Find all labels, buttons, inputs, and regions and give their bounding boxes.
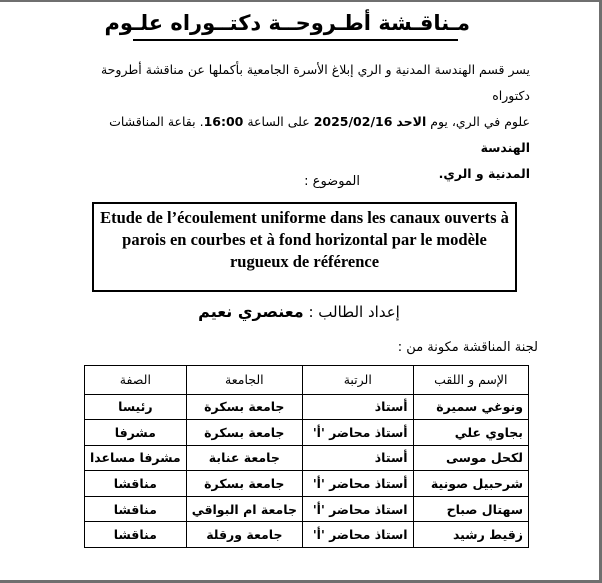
member-name: شرحبيل صونية — [413, 471, 528, 497]
table-row — [85, 394, 529, 420]
table-row — [85, 471, 529, 497]
member-rank: أستاذ محاضر 'أ' — [302, 420, 413, 446]
member-role: مناقشا — [85, 496, 187, 522]
member-role: رئيسا — [85, 394, 187, 420]
member-university: جامعة ورقلة — [186, 522, 302, 548]
announcement-line-2-start: علوم في الري، يوم — [426, 114, 530, 129]
jury-table — [84, 365, 529, 548]
announcement-paragraph — [70, 57, 530, 187]
member-university: جامعة ام البواقي — [186, 496, 302, 522]
member-university: جامعة بسكرة — [186, 394, 302, 420]
header-university: الجامعة — [186, 366, 302, 395]
title-underline — [133, 39, 458, 41]
member-role: مشرفا مساعدا — [85, 445, 187, 471]
thesis-topic-box: Etude de l’écoulement uniforme dans les canaux ouverts à parois en courbes et à fond horizontal par le modèle rugueux de référence — [92, 202, 517, 292]
member-university: جامعة عنابة — [186, 445, 302, 471]
member-name: ونوغي سميرة — [413, 394, 528, 420]
room-text: . بقاعة المناقشات — [109, 114, 204, 129]
member-role: مشرفا — [85, 420, 187, 446]
defense-day: الاحد — [396, 114, 427, 129]
student-line — [188, 300, 410, 326]
member-role: مناقشا — [85, 522, 187, 548]
member-rank: أستاذ — [302, 445, 413, 471]
student-name: معنصري نعيم — [198, 302, 304, 321]
member-rank: استاذ محاضر 'أ' — [302, 496, 413, 522]
member-role: مناقشا — [85, 471, 187, 497]
header-role: الصفة — [85, 366, 187, 395]
page-title: مـناقـشة أطـروحــة دكتــوراه علـوم — [104, 11, 470, 35]
student-label: إعداد الطالب : — [303, 303, 400, 321]
table-row — [85, 522, 529, 548]
topic-label: الموضوع : — [304, 174, 360, 189]
announcement-line-2 — [70, 109, 530, 161]
header-name: الإسم و اللقب — [413, 366, 528, 395]
member-name: زقيط رشيد — [413, 522, 528, 548]
window-top-border — [0, 0, 602, 2]
table-row — [85, 496, 529, 522]
member-rank: أستاذ محاضر 'أ' — [302, 471, 413, 497]
table-header-row — [85, 366, 529, 395]
member-rank: استاذ محاضر 'أ' — [302, 522, 413, 548]
announcement-line-1: يسر قسم الهندسة المدنية و الري إبلاغ الأسرة الجامعية بأكملها عن مناقشة أطروحة دكتوراه — [100, 62, 530, 103]
member-university: جامعة بسكرة — [186, 420, 302, 446]
header-rank: الرتبة — [302, 366, 413, 395]
member-rank: أستاذ — [302, 394, 413, 420]
department-bold-1: الهندسة — [480, 140, 530, 155]
department-bold-2: المدنية و الري. — [438, 166, 530, 181]
committee-label: لجنة المناقشة مكونة من : — [397, 340, 538, 355]
member-university: جامعة بسكرة — [186, 471, 302, 497]
defense-date: 2025/02/16 — [313, 114, 393, 129]
member-name: بجاوي علي — [413, 420, 528, 446]
table-row — [85, 445, 529, 471]
member-name: لكحل موسى — [413, 445, 528, 471]
member-name: سهتال صباح — [413, 496, 528, 522]
defense-time: 16:00 — [203, 114, 244, 129]
table-row — [85, 420, 529, 446]
at-hour-text: على الساعة — [243, 114, 314, 129]
